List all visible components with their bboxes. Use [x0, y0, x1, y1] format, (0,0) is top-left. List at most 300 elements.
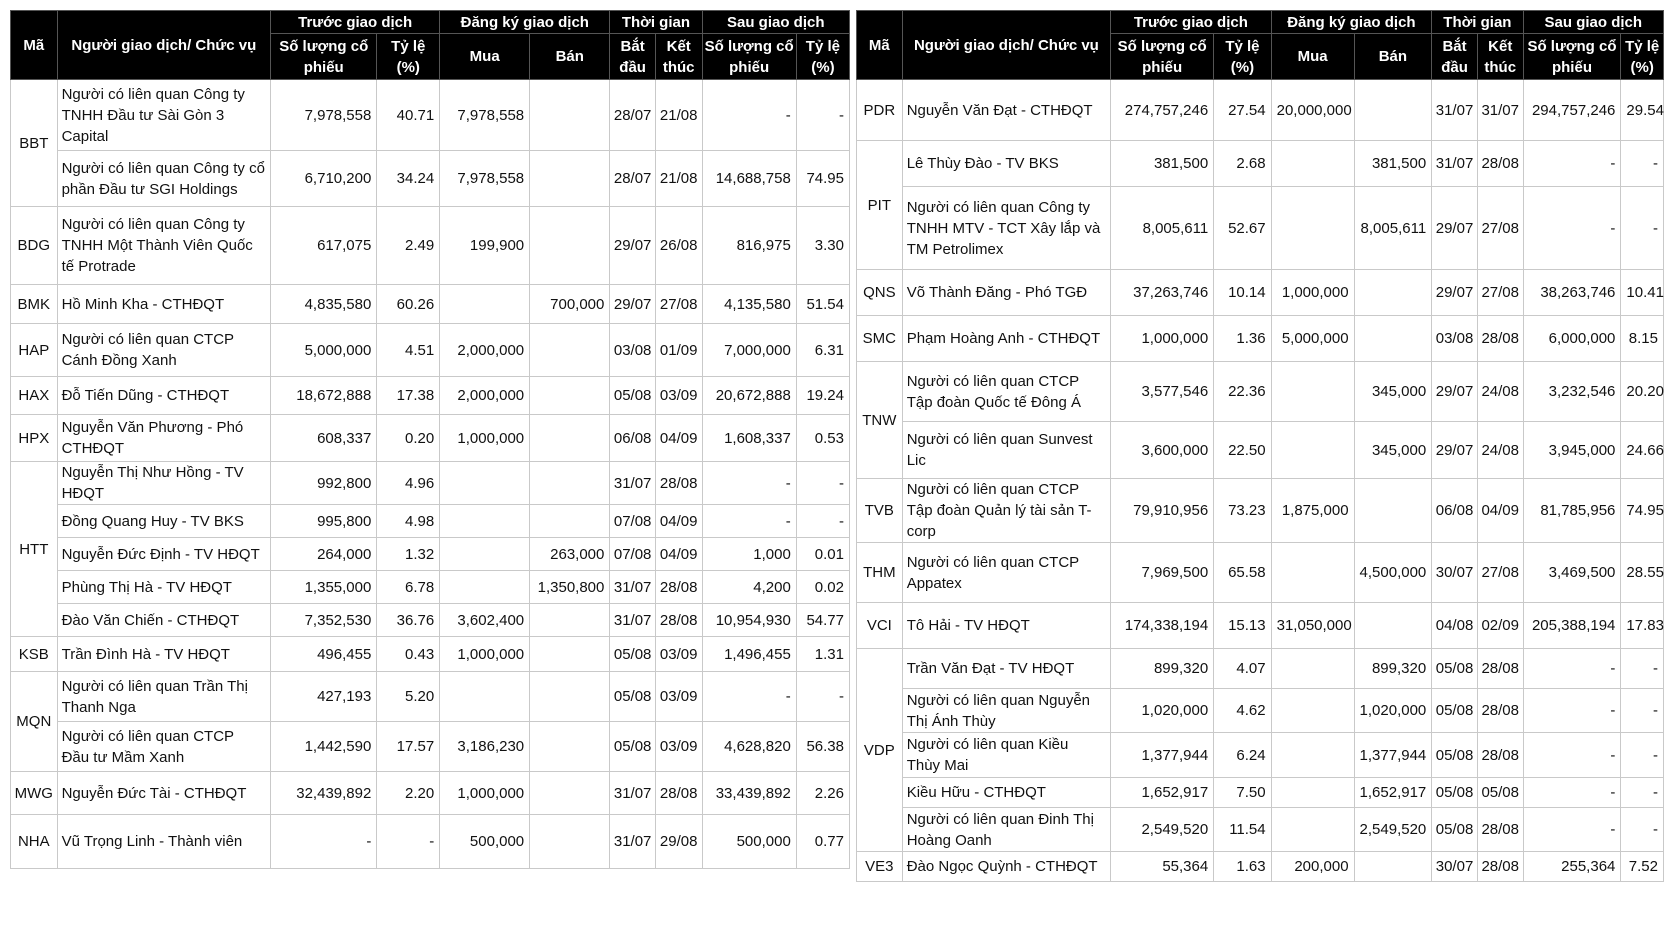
before-qty-cell: 8,005,611 [1111, 187, 1214, 270]
after-qty-cell: 1,000 [702, 538, 796, 571]
before-pct-cell: 6.24 [1214, 733, 1271, 778]
after-qty-cell: 3,232,546 [1523, 362, 1621, 422]
end-date-cell: 28/08 [1477, 649, 1523, 689]
before-pct-cell: 60.26 [377, 285, 440, 324]
after-qty-cell: - [702, 80, 796, 151]
buy-cell: 2,000,000 [440, 324, 530, 377]
stock-code-cell: TNW [857, 362, 903, 479]
start-date-cell: 05/08 [610, 672, 656, 722]
after-qty-cell: 33,439,892 [702, 772, 796, 815]
stock-code-cell: VCI [857, 603, 903, 649]
left-table-body [11, 80, 850, 869]
before-qty-cell: 899,320 [1111, 649, 1214, 689]
table-row [857, 187, 1664, 270]
right-transactions-panel [856, 10, 1664, 882]
after-pct-cell: - [1621, 778, 1664, 808]
before-pct-cell: 1.32 [377, 538, 440, 571]
after-qty-cell: 3,945,000 [1523, 422, 1621, 479]
header-after-qty: Số lượng cổ phiếu [702, 34, 796, 80]
start-date-cell: 05/08 [1432, 808, 1478, 852]
start-date-cell: 31/07 [610, 571, 656, 604]
trader-name-cell: Võ Thành Đăng - Phó TGĐ [902, 270, 1110, 316]
after-pct-cell: 7.52 [1621, 852, 1664, 882]
before-pct-cell: 10.14 [1214, 270, 1271, 316]
trader-name-cell: Người có liên quan CTCP Tập đoàn Quản lý tài sản T-corp [902, 479, 1110, 543]
table-row [857, 808, 1664, 852]
before-pct-cell: 0.43 [377, 637, 440, 672]
header-trader: Người giao dịch/ Chức vụ [902, 11, 1110, 80]
sell-cell: 899,320 [1354, 649, 1432, 689]
trader-name-cell: Hồ Minh Kha - CTHĐQT [57, 285, 271, 324]
header-registered: Đăng ký giao dịch [440, 11, 610, 34]
trader-name-cell: Người có liên quan Trần Thị Thanh Nga [57, 672, 271, 722]
after-pct-cell: 20.20 [1621, 362, 1664, 422]
header-buy: Mua [440, 34, 530, 80]
header-registered: Đăng ký giao dịch [1271, 11, 1432, 34]
end-date-cell: 29/08 [655, 815, 702, 869]
before-pct-cell: 1.36 [1214, 316, 1271, 362]
before-qty-cell: 4,835,580 [271, 285, 377, 324]
before-pct-cell: 2.20 [377, 772, 440, 815]
buy-cell [440, 672, 530, 722]
after-pct-cell: - [1621, 689, 1664, 733]
header-start: Bắt đầu [1432, 34, 1478, 80]
sell-cell [530, 672, 610, 722]
before-pct-cell: 36.76 [377, 604, 440, 637]
table-row [11, 207, 850, 285]
trader-name-cell: Người có liên quan CTCP Cánh Đồng Xanh [57, 324, 271, 377]
before-qty-cell: 3,577,546 [1111, 362, 1214, 422]
sell-cell [530, 772, 610, 815]
header-time: Thời gian [610, 11, 702, 34]
end-date-cell: 04/09 [655, 505, 702, 538]
after-qty-cell: 81,785,956 [1523, 479, 1621, 543]
before-qty-cell: 7,978,558 [271, 80, 377, 151]
start-date-cell: 05/08 [1432, 733, 1478, 778]
table-row [11, 151, 850, 207]
start-date-cell: 29/07 [610, 207, 656, 285]
stock-code-cell: VE3 [857, 852, 903, 882]
sell-cell [1354, 80, 1432, 141]
table-row [11, 80, 850, 151]
start-date-cell: 03/08 [610, 324, 656, 377]
after-qty-cell: 205,388,194 [1523, 603, 1621, 649]
before-qty-cell: 1,442,590 [271, 722, 377, 772]
before-qty-cell: 37,263,746 [1111, 270, 1214, 316]
sell-cell [530, 151, 610, 207]
after-qty-cell: 14,688,758 [702, 151, 796, 207]
after-pct-cell: 6.31 [796, 324, 849, 377]
stock-code-cell: THM [857, 543, 903, 603]
trader-name-cell: Người có liên quan Công ty TNHH Một Thành Viên Quốc tế Protrade [57, 207, 271, 285]
trader-name-cell: Người có liên quan Công ty TNHH Đầu tư Sài Gòn 3 Capital [57, 80, 271, 151]
trader-name-cell: Người có liên quan CTCP Đầu tư Mầm Xanh [57, 722, 271, 772]
after-pct-cell: - [1621, 733, 1664, 778]
table-row [857, 316, 1664, 362]
after-qty-cell: - [1523, 808, 1621, 852]
end-date-cell: 04/09 [655, 415, 702, 462]
table-row [11, 815, 850, 869]
header-end: Kết thúc [1477, 34, 1523, 80]
sell-cell [530, 637, 610, 672]
end-date-cell: 28/08 [1477, 689, 1523, 733]
before-qty-cell: 18,672,888 [271, 377, 377, 415]
sell-cell [1354, 479, 1432, 543]
buy-cell [440, 462, 530, 505]
stock-code-cell: MWG [11, 772, 58, 815]
sell-cell: 1,350,800 [530, 571, 610, 604]
sell-cell: 700,000 [530, 285, 610, 324]
end-date-cell: 24/08 [1477, 362, 1523, 422]
buy-cell: 31,050,000 [1271, 603, 1354, 649]
table-row [11, 672, 850, 722]
table-row [11, 772, 850, 815]
end-date-cell: 05/08 [1477, 778, 1523, 808]
start-date-cell: 30/07 [1432, 852, 1478, 882]
before-qty-cell: 6,710,200 [271, 151, 377, 207]
before-qty-cell: 79,910,956 [1111, 479, 1214, 543]
after-qty-cell: 4,628,820 [702, 722, 796, 772]
start-date-cell: 29/07 [1432, 422, 1478, 479]
sell-cell: 381,500 [1354, 141, 1432, 187]
end-date-cell: 28/08 [655, 772, 702, 815]
trader-name-cell: Người có liên quan Công ty TNHH MTV - TCT Xây lắp và TM Petrolimex [902, 187, 1110, 270]
header-after-pct: Tỷ lệ (%) [1621, 34, 1664, 80]
buy-cell: 7,978,558 [440, 151, 530, 207]
table-row [11, 285, 850, 324]
buy-cell: 1,000,000 [440, 415, 530, 462]
start-date-cell: 06/08 [610, 415, 656, 462]
stock-code-cell: BDG [11, 207, 58, 285]
before-qty-cell: 1,020,000 [1111, 689, 1214, 733]
after-qty-cell: 4,200 [702, 571, 796, 604]
after-pct-cell: 54.77 [796, 604, 849, 637]
left-transactions-panel [10, 10, 850, 869]
stock-code-cell: PIT [857, 141, 903, 270]
after-qty-cell: 6,000,000 [1523, 316, 1621, 362]
trader-name-cell: Đồng Quang Huy - TV BKS [57, 505, 271, 538]
after-pct-cell: - [1621, 649, 1664, 689]
header-time: Thời gian [1432, 11, 1523, 34]
after-pct-cell: 29.54 [1621, 80, 1664, 141]
before-qty-cell: 7,969,500 [1111, 543, 1214, 603]
start-date-cell: 05/08 [610, 722, 656, 772]
start-date-cell: 07/08 [610, 505, 656, 538]
buy-cell: 1,875,000 [1271, 479, 1354, 543]
after-qty-cell: - [702, 505, 796, 538]
before-pct-cell: 15.13 [1214, 603, 1271, 649]
sell-cell [530, 207, 610, 285]
table-row [11, 462, 850, 505]
start-date-cell: 29/07 [1432, 362, 1478, 422]
start-date-cell: 05/08 [610, 377, 656, 415]
trader-name-cell: Người có liên quan Sunvest Lic [902, 422, 1110, 479]
table-row [857, 141, 1664, 187]
end-date-cell: 28/08 [1477, 141, 1523, 187]
before-qty-cell: 1,652,917 [1111, 778, 1214, 808]
after-pct-cell: 0.77 [796, 815, 849, 869]
before-qty-cell: - [271, 815, 377, 869]
before-pct-cell: 0.20 [377, 415, 440, 462]
before-qty-cell: 381,500 [1111, 141, 1214, 187]
table-row [857, 479, 1664, 543]
right-table-body [857, 80, 1664, 882]
sell-cell [530, 80, 610, 151]
after-pct-cell: 56.38 [796, 722, 849, 772]
trader-name-cell: Phạm Hoàng Anh - CTHĐQT [902, 316, 1110, 362]
end-date-cell: 27/08 [655, 285, 702, 324]
table-row [857, 733, 1664, 778]
end-date-cell: 28/08 [655, 604, 702, 637]
after-pct-cell: 10.41 [1621, 270, 1664, 316]
header-trader: Người giao dịch/ Chức vụ [57, 11, 271, 80]
before-qty-cell: 274,757,246 [1111, 80, 1214, 141]
after-qty-cell: - [1523, 689, 1621, 733]
sell-cell: 1,652,917 [1354, 778, 1432, 808]
before-pct-cell: 52.67 [1214, 187, 1271, 270]
before-pct-cell: 1.63 [1214, 852, 1271, 882]
start-date-cell: 05/08 [1432, 778, 1478, 808]
start-date-cell: 04/08 [1432, 603, 1478, 649]
after-qty-cell: - [702, 462, 796, 505]
trader-name-cell: Người có liên quan Đinh Thị Hoàng Oanh [902, 808, 1110, 852]
table-row [11, 637, 850, 672]
start-date-cell: 06/08 [1432, 479, 1478, 543]
stock-code-cell: MQN [11, 672, 58, 772]
after-pct-cell: - [796, 505, 849, 538]
buy-cell [440, 285, 530, 324]
trader-name-cell: Người có liên quan CTCP Tập đoàn Quốc tế Đông Á [902, 362, 1110, 422]
buy-cell: 1,000,000 [440, 772, 530, 815]
buy-cell: 3,186,230 [440, 722, 530, 772]
header-start: Bắt đầu [610, 34, 656, 80]
stock-code-cell: VDP [857, 649, 903, 852]
buy-cell [440, 538, 530, 571]
after-pct-cell: 0.02 [796, 571, 849, 604]
trader-name-cell: Lê Thùy Đào - TV BKS [902, 141, 1110, 187]
buy-cell: 3,602,400 [440, 604, 530, 637]
after-qty-cell: - [702, 672, 796, 722]
after-pct-cell: - [1621, 187, 1664, 270]
sell-cell [530, 415, 610, 462]
before-pct-cell: 17.57 [377, 722, 440, 772]
header-buy: Mua [1271, 34, 1354, 80]
before-pct-cell: 34.24 [377, 151, 440, 207]
table-row [11, 377, 850, 415]
start-date-cell: 31/07 [1432, 141, 1478, 187]
sell-cell [530, 722, 610, 772]
after-qty-cell: - [1523, 733, 1621, 778]
after-pct-cell: 8.15 [1621, 316, 1664, 362]
buy-cell [440, 505, 530, 538]
before-pct-cell: 22.36 [1214, 362, 1271, 422]
left-transactions-table [10, 10, 850, 869]
end-date-cell: 28/08 [1477, 808, 1523, 852]
before-qty-cell: 55,364 [1111, 852, 1214, 882]
end-date-cell: 03/09 [655, 722, 702, 772]
stock-code-cell: SMC [857, 316, 903, 362]
header-before-pct: Tỷ lệ (%) [1214, 34, 1271, 80]
trader-name-cell: Vũ Trọng Linh - Thành viên [57, 815, 271, 869]
before-pct-cell: 4.62 [1214, 689, 1271, 733]
end-date-cell: 28/08 [1477, 316, 1523, 362]
end-date-cell: 27/08 [1477, 270, 1523, 316]
buy-cell [1271, 808, 1354, 852]
before-qty-cell: 995,800 [271, 505, 377, 538]
after-pct-cell: 2.26 [796, 772, 849, 815]
trader-name-cell: Kiều Hữu - CTHĐQT [902, 778, 1110, 808]
sell-cell: 345,000 [1354, 362, 1432, 422]
stock-code-cell: HAP [11, 324, 58, 377]
before-pct-cell: 65.58 [1214, 543, 1271, 603]
header-code: Mã [11, 11, 58, 80]
buy-cell: 199,900 [440, 207, 530, 285]
start-date-cell: 31/07 [610, 815, 656, 869]
buy-cell [1271, 543, 1354, 603]
end-date-cell: 31/07 [1477, 80, 1523, 141]
start-date-cell: 31/07 [1432, 80, 1478, 141]
before-pct-cell: - [377, 815, 440, 869]
before-pct-cell: 73.23 [1214, 479, 1271, 543]
header-sell: Bán [530, 34, 610, 80]
sell-cell: 2,549,520 [1354, 808, 1432, 852]
before-pct-cell: 2.68 [1214, 141, 1271, 187]
stock-code-cell: HTT [11, 462, 58, 637]
start-date-cell: 30/07 [1432, 543, 1478, 603]
after-qty-cell: 294,757,246 [1523, 80, 1621, 141]
before-pct-cell: 4.07 [1214, 649, 1271, 689]
trader-name-cell: Người có liên quan Nguyễn Thị Ánh Thùy [902, 689, 1110, 733]
after-pct-cell: 74.95 [1621, 479, 1664, 543]
trader-name-cell: Trần Đình Hà - TV HĐQT [57, 637, 271, 672]
header-after: Sau giao dịch [1523, 11, 1663, 34]
table-row [11, 571, 850, 604]
table-row [11, 415, 850, 462]
sell-cell [1354, 270, 1432, 316]
sell-cell [1354, 316, 1432, 362]
end-date-cell: 28/08 [1477, 733, 1523, 778]
before-qty-cell: 427,193 [271, 672, 377, 722]
after-pct-cell: - [1621, 141, 1664, 187]
before-qty-cell: 992,800 [271, 462, 377, 505]
buy-cell: 5,000,000 [1271, 316, 1354, 362]
header-before-qty: Số lượng cổ phiếu [271, 34, 377, 80]
trader-name-cell: Tô Hải - TV HĐQT [902, 603, 1110, 649]
after-pct-cell: 24.66 [1621, 422, 1664, 479]
buy-cell [1271, 733, 1354, 778]
end-date-cell: 28/08 [655, 571, 702, 604]
right-transactions-table [856, 10, 1664, 882]
after-pct-cell: 74.95 [796, 151, 849, 207]
after-qty-cell: 7,000,000 [702, 324, 796, 377]
after-pct-cell: - [1621, 808, 1664, 852]
start-date-cell: 03/08 [1432, 316, 1478, 362]
header-before: Trước giao dịch [1111, 11, 1272, 34]
trader-name-cell: Đào Ngọc Quỳnh - CTHĐQT [902, 852, 1110, 882]
table-row [11, 538, 850, 571]
table-row [11, 604, 850, 637]
buy-cell [1271, 141, 1354, 187]
before-qty-cell: 5,000,000 [271, 324, 377, 377]
before-qty-cell: 608,337 [271, 415, 377, 462]
after-qty-cell: 38,263,746 [1523, 270, 1621, 316]
before-qty-cell: 1,377,944 [1111, 733, 1214, 778]
before-pct-cell: 17.38 [377, 377, 440, 415]
after-qty-cell: 3,469,500 [1523, 543, 1621, 603]
table-row [857, 852, 1664, 882]
before-pct-cell: 4.51 [377, 324, 440, 377]
buy-cell [1271, 778, 1354, 808]
trader-name-cell: Đỗ Tiến Dũng - CTHĐQT [57, 377, 271, 415]
stock-code-cell: QNS [857, 270, 903, 316]
after-qty-cell: 20,672,888 [702, 377, 796, 415]
before-pct-cell: 6.78 [377, 571, 440, 604]
buy-cell [1271, 689, 1354, 733]
sell-cell: 345,000 [1354, 422, 1432, 479]
stock-code-cell: TVB [857, 479, 903, 543]
after-qty-cell: 500,000 [702, 815, 796, 869]
table-row [857, 603, 1664, 649]
header-before: Trước giao dịch [271, 11, 440, 34]
after-qty-cell: 4,135,580 [702, 285, 796, 324]
end-date-cell: 03/09 [655, 672, 702, 722]
buy-cell: 200,000 [1271, 852, 1354, 882]
start-date-cell: 31/07 [610, 604, 656, 637]
header-before-qty: Số lượng cổ phiếu [1111, 34, 1214, 80]
buy-cell [1271, 649, 1354, 689]
after-pct-cell: 0.53 [796, 415, 849, 462]
end-date-cell: 24/08 [1477, 422, 1523, 479]
after-pct-cell: - [796, 80, 849, 151]
end-date-cell: 02/09 [1477, 603, 1523, 649]
end-date-cell: 03/09 [655, 637, 702, 672]
sell-cell [530, 604, 610, 637]
start-date-cell: 31/07 [610, 462, 656, 505]
after-qty-cell: 1,496,455 [702, 637, 796, 672]
trader-name-cell: Người có liên quan Công ty cổ phần Đầu tư SGI Holdings [57, 151, 271, 207]
header-code: Mã [857, 11, 903, 80]
after-qty-cell: 816,975 [702, 207, 796, 285]
sell-cell: 8,005,611 [1354, 187, 1432, 270]
stock-code-cell: KSB [11, 637, 58, 672]
header-end: Kết thúc [655, 34, 702, 80]
end-date-cell: 04/09 [1477, 479, 1523, 543]
table-row [857, 270, 1664, 316]
before-pct-cell: 27.54 [1214, 80, 1271, 141]
sell-cell [1354, 603, 1432, 649]
header-after-qty: Số lượng cổ phiếu [1523, 34, 1621, 80]
table-row [857, 543, 1664, 603]
trader-name-cell: Đào Văn Chiến - CTHĐQT [57, 604, 271, 637]
start-date-cell: 31/07 [610, 772, 656, 815]
sell-cell [530, 815, 610, 869]
start-date-cell: 29/07 [1432, 187, 1478, 270]
buy-cell: 2,000,000 [440, 377, 530, 415]
end-date-cell: 27/08 [1477, 543, 1523, 603]
trader-name-cell: Phùng Thị Hà - TV HĐQT [57, 571, 271, 604]
before-qty-cell: 1,355,000 [271, 571, 377, 604]
end-date-cell: 04/09 [655, 538, 702, 571]
trader-name-cell: Nguyễn Đức Tài - CTHĐQT [57, 772, 271, 815]
start-date-cell: 28/07 [610, 151, 656, 207]
table-row [11, 505, 850, 538]
start-date-cell: 07/08 [610, 538, 656, 571]
before-qty-cell: 174,338,194 [1111, 603, 1214, 649]
table-row [11, 324, 850, 377]
after-qty-cell: - [1523, 187, 1621, 270]
buy-cell [1271, 187, 1354, 270]
start-date-cell: 05/08 [1432, 689, 1478, 733]
